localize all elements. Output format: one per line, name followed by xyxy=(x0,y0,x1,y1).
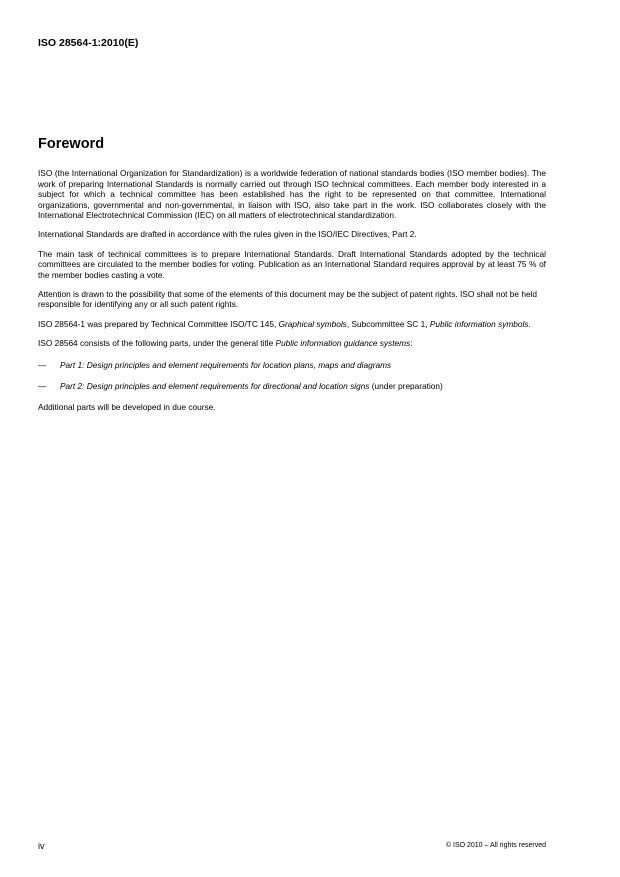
committee-name: Graphical symbols xyxy=(278,318,347,329)
paragraph-directives: International Standards are drafted in accordance with the rules given in the ISO/IEC Directives, Part 2. xyxy=(38,229,417,240)
part-1-title: Part 1: Design principles and element requirements for location plans, maps and diagrams xyxy=(60,360,392,371)
general-title: Public information guidance systems xyxy=(275,337,411,348)
parts-intro-lead: ISO 28564 consists of the following parts, under the general title xyxy=(38,337,276,348)
paragraph-additional-parts: Additional parts will be developed in due course. xyxy=(38,402,216,413)
part-2-text xyxy=(60,381,443,392)
foreword-body xyxy=(38,168,546,422)
paragraph-parts-intro xyxy=(38,338,546,349)
prepared-by-end: . xyxy=(528,318,531,329)
document-identifier: ISO 28564-1:2010(E) xyxy=(38,37,139,49)
paragraph-patent-rights: Attention is drawn to the possibility that some of the elements of this document may be the subject of patent rights. ISO shall not be held responsible for identifying any or all such patent rights. xyxy=(38,288,538,310)
paragraph-prepared-by xyxy=(38,319,546,330)
page-title: Foreword xyxy=(38,136,105,152)
part-2-title: Part 2: Design principles and element requirements for directional and location signs xyxy=(60,381,370,392)
subcommittee-name: Public information symbols xyxy=(429,318,529,329)
prepared-by-middle: , Subcommittee SC 1, xyxy=(346,318,430,329)
page-number: iv xyxy=(38,841,45,851)
copyright-notice: © ISO 2010 – All rights reserved xyxy=(445,842,546,849)
list-item-part-1 xyxy=(38,360,546,371)
parts-intro-end: : xyxy=(410,337,413,348)
prepared-by-lead: ISO 28564-1 was prepared by Technical Committee ISO/TC 145, xyxy=(38,318,279,329)
dash-marker: — xyxy=(38,381,47,392)
dash-marker: — xyxy=(38,360,47,371)
part-1-text xyxy=(60,360,391,371)
list-item-part-2 xyxy=(38,381,546,392)
paragraph-technical-committees: The main task of technical committees is to prepare International Standards. Draft International Standards adopted by the technical committees are circulated to the member bodies for voting. Publication as an International Standard requires approval by at least 75 % of the member bodies casting a vote. xyxy=(38,248,546,280)
paragraph-iso-federation: ISO (the International Organization for Standardization) is a worldwide federation of national standards bodies (ISO member bodies). The work of preparing International Standards is normally carried out through ISO technical committees. Each member body interested in a subject for which a technical committee has been established has the right to be represented on that committee. International organizations, governmental and non-governmental, in liaison with ISO, also take part in the work. ISO collaborates closely with the International Electrotechnical Commission (IEC) on all matters of electrotechnical standardization. xyxy=(38,168,546,221)
part-2-note: (under preparation) xyxy=(369,381,443,392)
